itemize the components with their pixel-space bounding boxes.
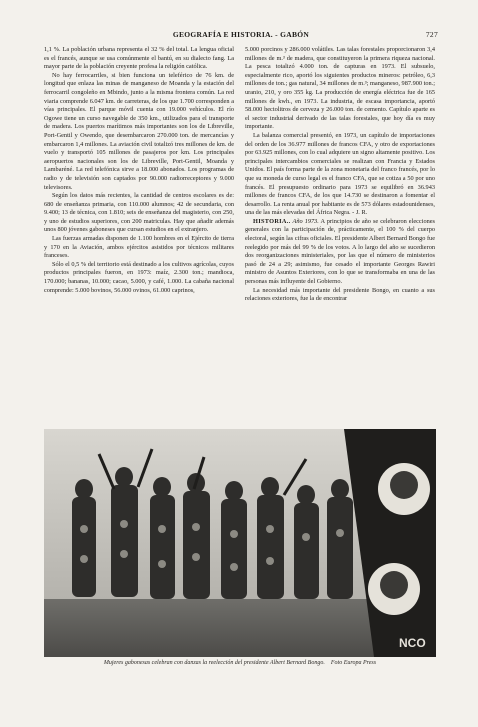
page-header bbox=[44, 30, 438, 42]
photo-illustration bbox=[44, 429, 436, 657]
section-subheading: Año 1973. bbox=[292, 217, 319, 225]
paragraph: Sólo el 0,5 % del territorio está destinado a los cultivos agrícolas, cuyos productos principales fueron, en 1973: maíz, 2.300 ton.; mandioca, 170.000; bananas, 10.000; cacao, 5.000, y café, 1.000. La cabaña nacional comprende: 5.000 bovinos, 56.000 ovinos, 61.000 caprinos, bbox=[44, 260, 234, 294]
running-title: GEOGRAFÍA E HISTORIA. - GABÓN bbox=[172, 30, 310, 39]
paragraph: La necesidad más importante del presidente Bongo, en cuanto a sus relaciones exteriores, fue la de encontrar bbox=[245, 286, 435, 303]
page-number: 727 bbox=[425, 30, 438, 39]
paragraph: No hay ferrocarriles, si bien funciona un teleférico de 76 km. de longitud que enlaza las minas de manganeso de Moanda y la estación del ferrocarril congoleño en Mbindo, junto a la misma frontera común. La red viaria comprende 6.047 km. de carreteras, de los que 1.700 corresponden a vías principales. El parque móvil cuenta con 19.000 vehículos. El río Ogowe tiene un curso navegable de 350 km., utilizados para el transporte de madera. Los puertos marítimos más importantes son los de Libreville, Port-Gentil y Owendo, que desembarcaron 270.000 ton. de mercancías y embarcaron 1,4 millones. La aviación civil totalizó tres millones de km. de vuelo y transportó 105 millones de pasajeros por km. Los principales aeropuertos nacionales son los de Libreville, Port-Gentil, Moanda y Lambaréné. La red telefónica sirve a 18.000 abonados. Los programas de radio y de televisión son captados por 90.000 radiorreceptores y 9.000 televisores. bbox=[44, 71, 234, 191]
right-column bbox=[245, 46, 435, 304]
paragraph: Según los datos más recientes, la cantidad de centros escolares es de: 680 de enseñanza primaria, con 110.000 alumnos; 42 de secundaria, con 9.400; 13 de técnica, con 1.810; seis de enseñanza del magisterio, con 250, y uno de estudios superiores, con 200 matriculas. Hay que añadir además unos 800 jóvenes gaboneses que cursan estudios en el extranjero. bbox=[44, 192, 234, 234]
photo-caption bbox=[44, 660, 436, 666]
caption-text: Mujeres gabonesas celebran con danzas la reelección del presidente Albert Bernard Bongo. bbox=[103, 660, 325, 666]
paragraph: 1,1 %. La población urbana representa el 32 % del total. La lengua oficial es el francés, aunque se usa comúnmente el bantú, en su dialecto fang. La mayor parte de la población creyente profesa la religión católica. bbox=[44, 46, 234, 71]
history-paragraph bbox=[245, 218, 435, 287]
poster-lettering: NCO bbox=[399, 636, 426, 650]
paragraph: La balanza comercial presentó, en 1973, un capítulo de importaciones del orden de los 36.977 millones de francos CFA, y otro de exportaciones por 63.925 millones, con lo cual adquiere un signo altamente positivo. Los principales intercambios comerciales se realizan con Francia y Estados Unidos. El país forma parte de la zona monetaria del franco francés, por lo que su moneda de curso legal es el franco CFA, que se cotiza a 50 por uno francés. El presupuesto ordinario para 1973 se equilibró en 36.943 millones de francos CFA, de los que 14.730 se destinaron a fomentar el desarrollo. La renta anual por habitante es de 573 dólares estadounidenses, una de las más elevadas del África Negra. - J. R. bbox=[245, 131, 435, 217]
paragraph: Las fuerzas armadas disponen de 1.100 hombres en el Ejército de tierra y 170 en la Aviación, ambos ejércitos asistidos por técnicos militares franceses. bbox=[44, 235, 234, 260]
dancers-photo bbox=[44, 429, 436, 657]
section-heading: HISTORIA.. bbox=[253, 217, 291, 225]
history-text: A principios de año se celebraron elecciones generales con la participación de, prácticamente, el 100 % del cuerpo electoral, según las cifras oficiales. El presidente Albert Bernard Bongo fue reelegido por más del 99 % de los votos. A lo largo del año se sucedieron dos reorganizaciones ministeriales, por las que el número de ministerios pasó de 24 a 29; asimismo, fue cesado el importante Georges Rawiri ministro de Asuntos Exteriores, con lo que se transformaba en una de las personas más influyente del Gobierno. bbox=[245, 217, 436, 286]
photo-credit: Foto Europa Press bbox=[330, 660, 377, 666]
paragraph: 5.000 porcinos y 286.000 volátiles. Las talas forestales proporcionaron 3,4 millones de m.³ de madera, que constituyeron la primera riqueza nacional. La pesca totalizó 4.000 ton. de capturas en 1973. El subsuelo, especialmente rico, aportó los siguientes productos mineros: petróleo, 6,3 millones de ton.; gas natural, 34 millones de m.³; manganeso, 987.900 ton.; uranio, 210, y oro 355 kg. La producción de energía eléctrica fue de 165 millones de kwh., en 1973. La industria, de escasa importancia, aportó 58.000 hectolitros de cerveza y 26.000 ton. de cemento. Capítulo aparte es el sector industrial derivado de las talas forestales, que hoy día es muy importante. bbox=[245, 46, 435, 131]
left-column bbox=[44, 46, 234, 295]
